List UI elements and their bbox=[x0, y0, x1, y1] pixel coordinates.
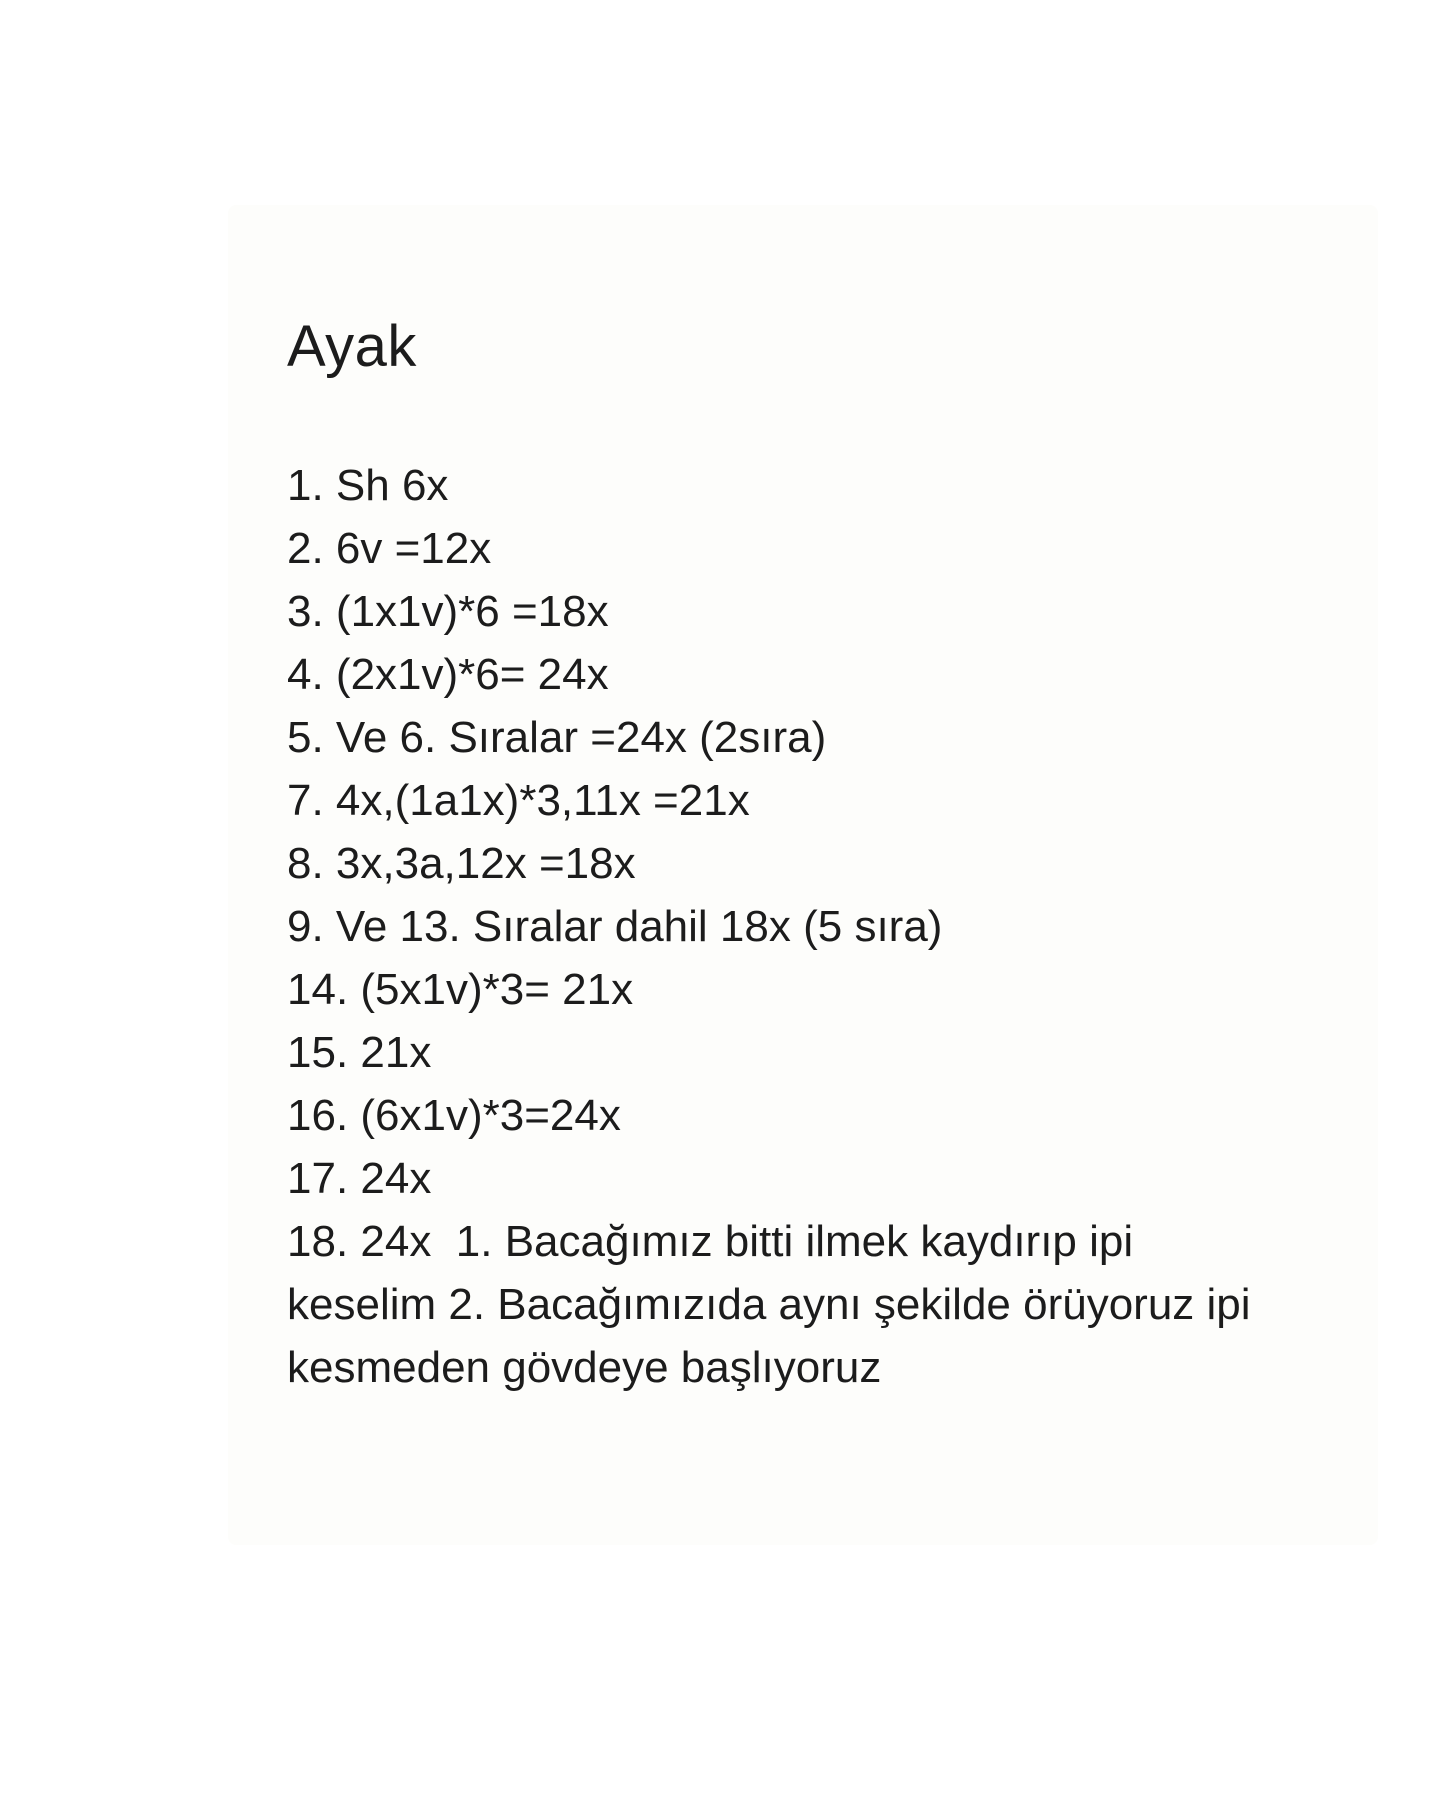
step-item: 1. Sh 6x bbox=[287, 461, 449, 510]
step-item: 14. (5x1v)*3= 21x bbox=[287, 965, 634, 1014]
note-title: Ayak bbox=[287, 314, 417, 379]
note-content bbox=[287, 312, 1287, 1399]
step-item: 8. 3x,3a,12x =18x bbox=[287, 839, 636, 888]
step-item: 18. 24x 1. Bacağımız bitti ilmek kaydırıp ipi keselim 2. Bacağımızıda aynı şekilde örüyoruz ipi kesmeden gövdeye başlıyoruz bbox=[287, 1217, 1263, 1392]
step-item: 15. 21x bbox=[287, 1028, 432, 1077]
step-item: 3. (1x1v)*6 =18x bbox=[287, 587, 609, 636]
step-item: 9. Ve 13. Sıralar dahil 18x (5 sıra) bbox=[287, 902, 943, 951]
step-item: 4. (2x1v)*6= 24x bbox=[287, 650, 609, 699]
step-list bbox=[287, 454, 1287, 1399]
step-item: 2. 6v =12x bbox=[287, 524, 492, 573]
step-item: 16. (6x1v)*3=24x bbox=[287, 1091, 621, 1140]
step-item: 5. Ve 6. Sıralar =24x (2sıra) bbox=[287, 713, 827, 762]
step-item: 7. 4x,(1a1x)*3,11x =21x bbox=[287, 776, 750, 825]
step-item: 17. 24x bbox=[287, 1154, 432, 1203]
